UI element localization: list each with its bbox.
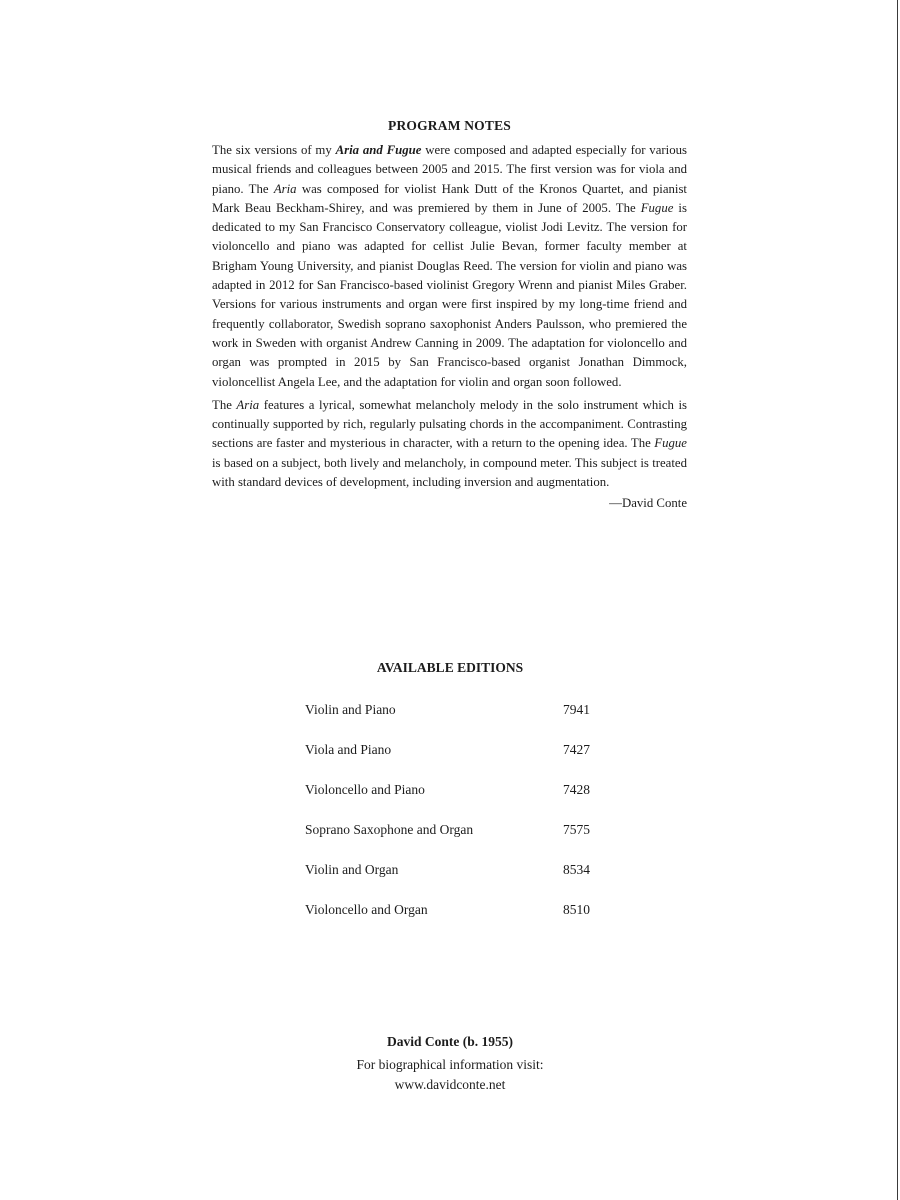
- text-run: was composed for violist Hank Dutt of the Kronos Quartet, and pianist Mark Beau Beckham-Shirey, and was premiered by them in June of 2005. The: [212, 181, 687, 215]
- program-notes-heading: PROGRAM NOTES: [388, 118, 511, 133]
- edition-row: [305, 860, 590, 900]
- text-run: were composed and adapted especially for various musical friends and colleagues between 2005 and 2015. The first version was for viola and piano. The: [212, 143, 687, 196]
- program-notes-paragraph-1: [212, 141, 687, 392]
- edition-name: Violin and Piano: [305, 702, 396, 717]
- text-run: is dedicated to my San Francisco Conservatory colleague, violist Jodi Levitz. The version for violoncello and piano was adapted for cellist Julie Bevan, former faculty member at Brigham Young University, and pianist Douglas Reed. The version for violin and piano was adapted in 2012 for San Francisco-based violinist Gregory Wrenn and pianist Miles Graber. Versions for various instruments and organ were first inspired by my long-time friend and frequently collaborator, Swedish soprano saxophonist Anders Paulsson, who premiered the work in Sweden with organist Andrew Canning in 2009. The adaptation for violoncello and organ was prompted in 2015 by San Francisco-based organist Jonathan Dimmock, violoncellist Angela Lee, and the adaptation for violin and organ soon followed.: [212, 200, 687, 389]
- edition-row: [305, 780, 590, 820]
- program-notes-paragraph-2: [212, 396, 687, 492]
- movement-title: Aria: [236, 397, 260, 412]
- text-run: is based on a subject, both lively and melancholy, in compound meter. This subject is treated with standard devices of development, including inversion and augmentation.: [212, 455, 687, 490]
- edition-number: 7575: [563, 822, 590, 837]
- edition-name: Viola and Piano: [305, 742, 392, 757]
- edition-row: [305, 900, 590, 940]
- signature: —David Conte: [609, 496, 687, 511]
- edition-name: Soprano Saxophone and Organ: [305, 822, 474, 837]
- movement-title: Fugue: [640, 200, 674, 215]
- text-run: The six versions of my: [212, 143, 336, 157]
- page-edge-line: [897, 0, 898, 1200]
- movement-title: Fugue: [654, 436, 687, 451]
- composer-section: [0, 1034, 900, 1095]
- edition-row: [305, 820, 590, 860]
- edition-number: 8534: [563, 862, 590, 877]
- text-run: features a lyrical, somewhat melancholy melody in the solo instrument which is continually supported by rich, regularly pulsating chords in the accompaniment. Contrasting sections are faster and mysterious in character, with a return to the opening idea. The: [212, 397, 687, 451]
- work-title: Aria and Fugue: [335, 143, 422, 157]
- edition-row: [305, 740, 590, 780]
- website-link[interactable]: www.davidconte.net: [394, 1077, 506, 1092]
- edition-number: 8510: [563, 902, 590, 917]
- edition-number: 7427: [563, 742, 590, 757]
- movement-title: Aria: [273, 181, 297, 196]
- edition-number: 7428: [563, 782, 590, 797]
- program-notes-section: [212, 118, 687, 511]
- edition-number: 7941: [563, 702, 590, 717]
- composer-name: David Conte (b. 1955): [386, 1034, 513, 1049]
- edition-name: Violoncello and Organ: [305, 902, 428, 917]
- edition-name: Violin and Organ: [305, 862, 399, 877]
- editions-list: [305, 700, 590, 940]
- edition-name: Violoncello and Piano: [305, 782, 425, 797]
- available-editions-heading: AVAILABLE EDITIONS: [376, 660, 524, 675]
- text-run: The: [212, 397, 237, 412]
- bio-line: For biographical information visit:: [356, 1057, 544, 1072]
- edition-row: [305, 700, 590, 740]
